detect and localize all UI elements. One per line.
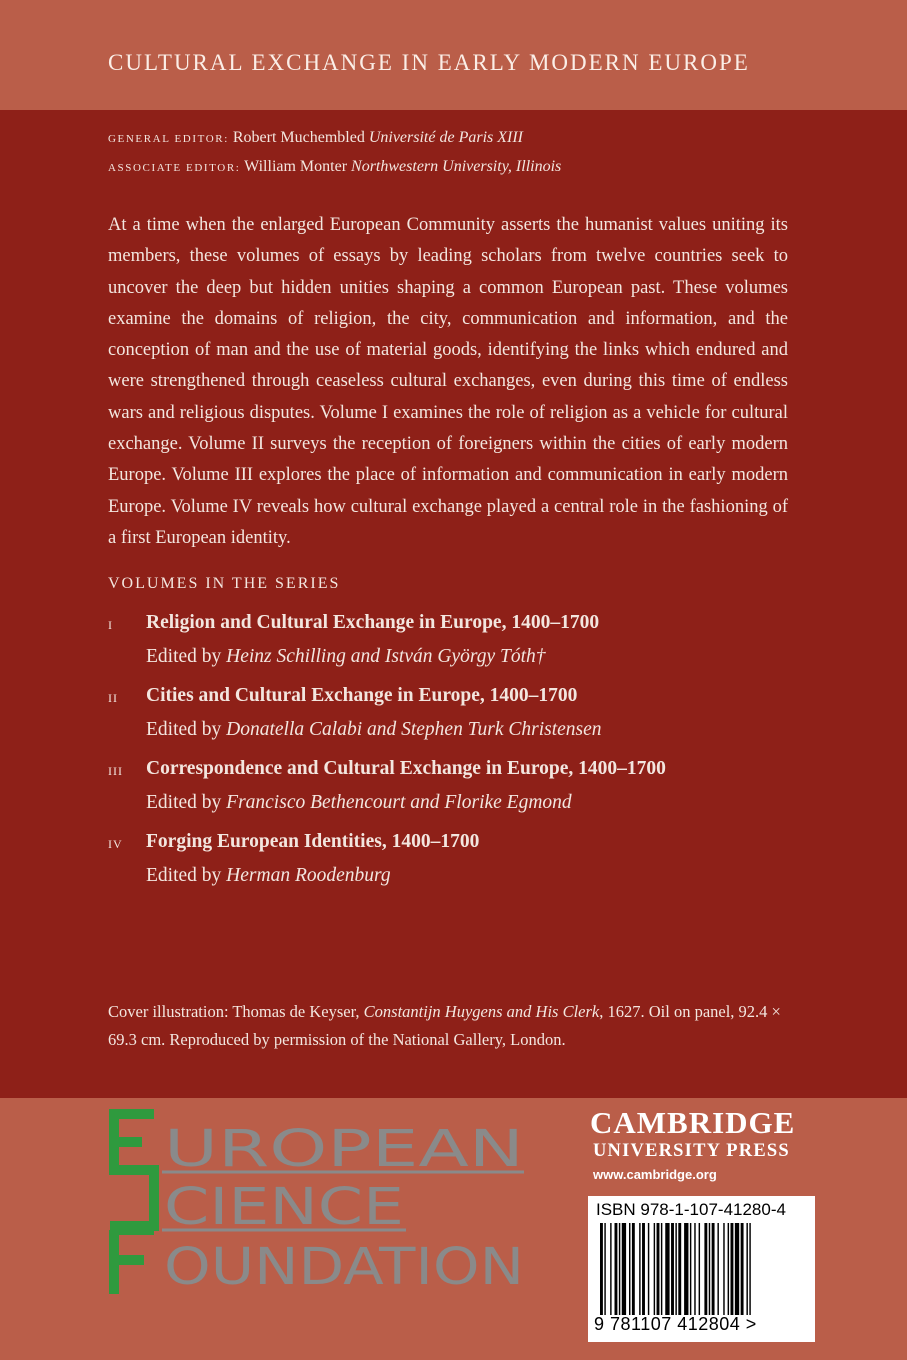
edited-by-label: Edited by: [146, 865, 222, 886]
volume-title: Correspondence and Cultural Exchange in Europe, 1400–1700: [146, 758, 666, 779]
volume-number: I: [108, 618, 113, 632]
barcode-bar: [735, 1223, 739, 1315]
barcode-bar: [699, 1223, 700, 1315]
barcode-bar: [600, 1223, 603, 1315]
volume-item: [108, 758, 808, 831]
series-title: CULTURAL EXCHANGE IN EARLY MODERN EUROPE: [108, 50, 750, 75]
barcode-bar: [665, 1223, 669, 1315]
edited-by-label: Edited by: [146, 792, 222, 813]
esf-line-3: OUNDATION: [164, 1238, 524, 1297]
barcode-bar: [731, 1223, 734, 1315]
volume-number: II: [108, 691, 118, 705]
volume-editors: [146, 646, 546, 668]
barcode-digits: 9 781107 412804 >: [594, 1314, 757, 1334]
esf-line-1: UROPEAN: [164, 1120, 524, 1179]
barcode-bar: [654, 1223, 655, 1315]
edited-by-label: Edited by: [146, 719, 222, 740]
editor-name: Robert Muchembled: [232, 129, 365, 146]
barcode-bar: [632, 1223, 635, 1315]
barcode-bar: [675, 1223, 676, 1315]
associate-editor-line: [108, 153, 561, 182]
barcode-bar: [639, 1223, 640, 1315]
barcode-bar: [615, 1223, 618, 1315]
editor-affiliation: Université de Paris XIII: [368, 129, 524, 146]
volume-editor-names: Heinz Schilling and István György Tóth†: [226, 646, 546, 667]
barcode-bar: [690, 1223, 691, 1315]
edited-by-label: Edited by: [146, 646, 222, 667]
barcode-bars: [598, 1223, 808, 1315]
barcode-bar: [746, 1223, 747, 1315]
barcode-bar: [749, 1223, 750, 1315]
series-description: At a time when the enlarged European Community asserts the humanist values uniting its members, these volumes of essays by leading scholars from twelve countries seek to uncover the deep but hidden unities shaping a common European past. These volumes examine the domains of religion, the city, communication and information, and the conception of man and the use of material goods, identifying the links which endured and were strengthened through ceaseless cultural exchanges, even during this time of endless wars and religious disputes. Volume I examines the role of religion as a vehicle for cultural exchange. Volume II surveys the reception of foreigners within the cities of early modern Europe. Volume III explores the place of information and communication in early modern Europe. Volume IV reveals how cultural exchange played a central role in the fashioning of a first European identity.: [108, 215, 788, 548]
volume-editors: [146, 865, 391, 887]
barcode-bar: [717, 1223, 718, 1315]
general-editor-line: [108, 124, 561, 153]
european-science-foundation-logo: [106, 1108, 531, 1298]
isbn-barcode: [588, 1196, 815, 1342]
cover-credit: [108, 998, 798, 1054]
volume-item: [108, 831, 808, 904]
esf-monogram-icon: [110, 1114, 154, 1294]
cover-credit-suffix: , 1627. Oil on panel, 92.4 × 69.3 cm. Reproduced by permission of the National Gallery, London.: [108, 1002, 781, 1049]
volume-editor-names: Francisco Bethencourt and Florike Egmond: [226, 792, 572, 813]
volume-number: III: [108, 764, 123, 778]
barcode-bar: [723, 1223, 724, 1315]
volume-editor-names: Donatella Calabi and Stephen Turk Christensen: [226, 719, 602, 740]
volumes-list: [108, 612, 808, 904]
barcode-bar: [629, 1223, 630, 1315]
barcode-bar: [661, 1223, 662, 1315]
volume-item: [108, 685, 808, 758]
volume-editors: [146, 719, 602, 741]
volume-item: [108, 612, 808, 685]
cover-credit-work: Constantijn Huygens and His Clerk: [363, 1002, 600, 1021]
barcode-bar: [604, 1223, 605, 1315]
esf-line-2: CIENCE: [164, 1178, 404, 1237]
publisher-subtitle: UNIVERSITY PRESS: [593, 1141, 790, 1161]
editor-affiliation: Northwestern University, Illinois: [351, 158, 562, 175]
top-band: [0, 0, 907, 110]
barcode-bar: [684, 1223, 688, 1315]
editor-role: GENERAL EDITOR:: [108, 133, 229, 145]
barcode-bar: [678, 1223, 681, 1315]
barcode-bar: [694, 1223, 695, 1315]
barcode-bar: [648, 1223, 649, 1315]
editor-name: William Monter: [244, 158, 348, 175]
volume-title: Religion and Cultural Exchange in Europe, 1400–1700: [146, 612, 600, 633]
cover-credit-prefix: Cover illustration: Thomas de Keyser,: [108, 1002, 364, 1021]
barcode-bar: [642, 1223, 645, 1315]
volume-number: IV: [108, 837, 123, 851]
barcode-bar: [619, 1223, 620, 1315]
barcode-bar: [712, 1223, 715, 1315]
barcode-bar: [728, 1223, 729, 1315]
volume-title: Cities and Cultural Exchange in Europe, 1400–1700: [146, 685, 578, 706]
barcode-bar: [741, 1223, 744, 1315]
publisher-url: www.cambridge.org: [593, 1167, 717, 1182]
volumes-heading: VOLUMES IN THE SERIES: [108, 575, 341, 592]
isbn-label: ISBN 978-1-107-41280-4: [596, 1200, 786, 1219]
volume-editors: [146, 792, 572, 814]
editors-block: [108, 124, 561, 182]
barcode-bar: [622, 1223, 626, 1315]
publisher-name: CAMBRIDGE: [590, 1105, 796, 1140]
barcode-bar: [671, 1223, 674, 1315]
barcode-bar: [657, 1223, 660, 1315]
editor-role: ASSOCIATE EDITOR:: [108, 162, 241, 174]
barcode-bar: [610, 1223, 611, 1315]
barcode-bar: [709, 1223, 710, 1315]
volume-editor-names: Herman Roodenburg: [226, 865, 391, 886]
barcode-bar: [704, 1223, 707, 1315]
volume-title: Forging European Identities, 1400–1700: [146, 831, 480, 852]
